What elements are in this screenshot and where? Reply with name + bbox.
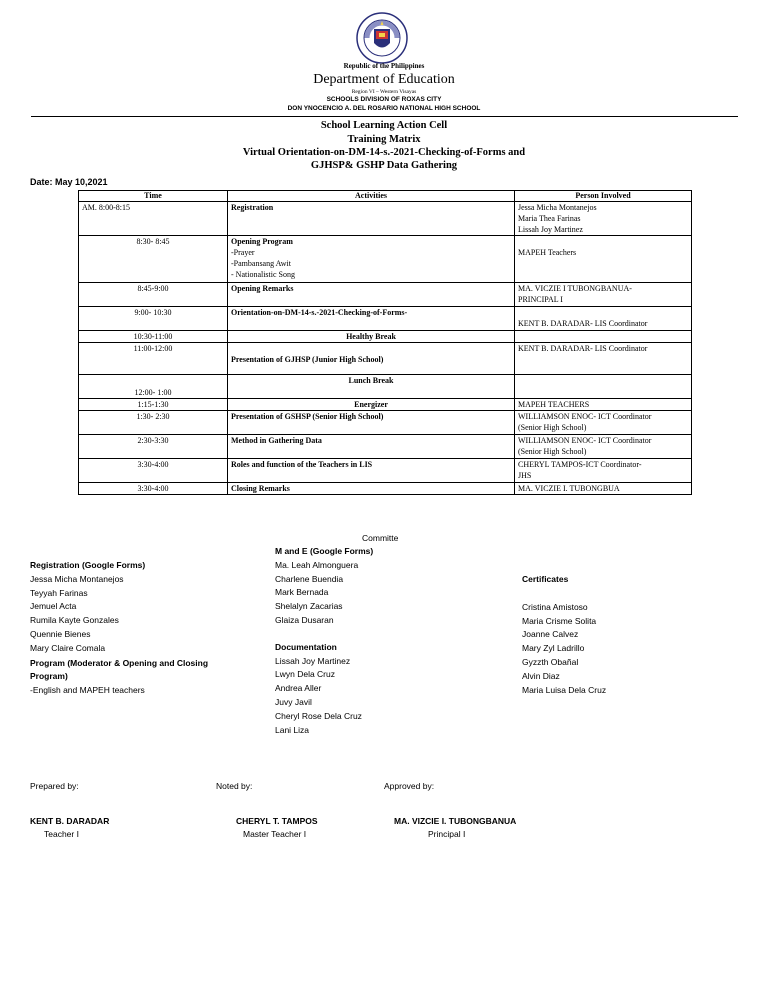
person-line: KENT B. DARADAR- LIS Coordinator xyxy=(518,319,648,328)
activity-line: Opening Program xyxy=(231,237,293,246)
department-name: Department of Education xyxy=(313,72,455,87)
person-cell xyxy=(515,435,692,459)
prepared-by-name: KENT B. DARADAR xyxy=(30,816,110,826)
person-line: WILLIAMSON ENOC- ICT Coordinator xyxy=(518,436,652,445)
list-item: Juvy Javil xyxy=(275,696,312,707)
activity-line: Closing Remarks xyxy=(231,484,290,493)
table-row xyxy=(79,307,692,331)
list-item: Cheryl Rose Dela Cruz xyxy=(275,710,362,721)
table-row xyxy=(79,236,692,283)
activity-line xyxy=(231,343,511,354)
activity-line: -Pambansang Awit xyxy=(231,259,291,268)
activity-line: Healthy Break xyxy=(346,332,396,341)
list-item: Maria Crisme Solita xyxy=(522,615,597,626)
person-cell xyxy=(515,343,692,375)
person-cell xyxy=(515,411,692,435)
activity-line: Presentation of GSHSP (Senior High School) xyxy=(231,412,384,421)
table-header-row xyxy=(79,191,692,202)
time-cell: 10:30-11:00 xyxy=(79,331,228,343)
activity-cell xyxy=(228,375,515,399)
person-cell xyxy=(515,399,692,411)
list-item: Andrea Aller xyxy=(275,683,322,694)
person-line: CHERYL TAMPOS-ICT Coordinator- xyxy=(518,460,642,469)
activity-line: Method in Gathering Data xyxy=(231,436,322,445)
time-cell: 9:00- 10:30 xyxy=(79,307,228,331)
prepared-by-label: Prepared by: xyxy=(30,781,79,791)
list-item: Gyzzth Obañal xyxy=(522,656,579,667)
time-cell: 8:45-9:00 xyxy=(79,283,228,307)
time-cell: 2:30-3:30 xyxy=(79,435,228,459)
registration-committee xyxy=(30,559,208,698)
training-matrix-table xyxy=(78,190,692,495)
time-cell: 3:30-4:00 xyxy=(79,483,228,495)
activity-cell xyxy=(228,459,515,483)
committee-title: Committe xyxy=(362,533,399,543)
list-item: Joanne Calvez xyxy=(522,629,579,640)
person-line xyxy=(518,307,688,318)
table-row xyxy=(79,202,692,236)
registration-heading: Registration (Google Forms) xyxy=(30,560,146,570)
doc-title-line3: Virtual Orientation-on-DM-14-s.-2021-Checking-of-Forms and xyxy=(242,147,526,158)
activity-line: Registration xyxy=(231,203,274,212)
table-row xyxy=(79,331,692,343)
time-cell: 12:00- 1:00 xyxy=(79,375,228,399)
list-item: Rumila Kayte Gonzales xyxy=(30,615,119,626)
list-item: Ma. Leah Almonguera xyxy=(275,559,359,570)
list-item: Jessa Micha Montanejos xyxy=(30,573,124,584)
person-cell xyxy=(515,459,692,483)
doc-title-line1: School Learning Action Cell xyxy=(320,120,448,131)
person-line xyxy=(518,236,688,247)
person-cell xyxy=(515,283,692,307)
region-line: Region VI – Western Visayas xyxy=(351,89,417,95)
person-line: MA. VICZIE I. TUBONGBUA xyxy=(518,484,620,493)
noted-by-name: CHERYL T. TAMPOS xyxy=(236,816,318,826)
approved-by-label: Approved by: xyxy=(384,781,435,791)
activity-line: - Nationalistic Song xyxy=(231,270,295,279)
table-row xyxy=(79,375,692,399)
date-label: Date: May 10,2021 xyxy=(30,177,108,187)
list-item: Mary Zyl Ladrillo xyxy=(522,643,585,654)
person-cell xyxy=(515,307,692,331)
activity-cell xyxy=(228,202,515,236)
activity-cell xyxy=(228,307,515,331)
list-item: Mary Claire Comala xyxy=(30,642,106,653)
approved-by-position: Principal I xyxy=(428,829,466,839)
table-row xyxy=(79,343,692,375)
certificates-committee xyxy=(522,573,606,697)
time-cell: 3:30-4:00 xyxy=(79,459,228,483)
activity-line: Lunch Break xyxy=(348,376,394,385)
person-line: Jessa Micha Montanejos xyxy=(518,203,597,212)
activity-line: Orientation-on-DM-14-s.-2021-Checking-of-Forms- xyxy=(231,308,408,317)
program-heading-line1: Program (Moderator & Opening and Closing xyxy=(30,657,209,668)
table-row xyxy=(79,283,692,307)
table-row xyxy=(79,483,692,495)
column-header-person: Person Involved xyxy=(515,191,692,202)
activity-line: -Prayer xyxy=(231,248,255,257)
list-item: Lani Liza xyxy=(275,724,310,735)
person-line: (Senior High School) xyxy=(518,447,587,456)
time-cell: 1:15-1:30 xyxy=(79,399,228,411)
list-item: Lissah Joy Martinez xyxy=(275,655,351,666)
republic-line: Republic of the Philippines xyxy=(343,62,425,70)
person-line: (Senior High School) xyxy=(518,423,587,432)
table-row xyxy=(79,411,692,435)
doc-title-line2: Training Matrix xyxy=(347,134,421,145)
division-line: SCHOOLS DIVISION OF ROXAS CITY xyxy=(326,96,442,103)
time-cell: 11:00-12:00 xyxy=(79,343,228,375)
doc-title-line4: GJHSP& GSHP Data Gathering xyxy=(310,160,458,171)
person-line: KENT B. DARADAR- LIS Coordinator xyxy=(518,344,648,353)
list-item: Maria Luisa Dela Cruz xyxy=(522,684,607,695)
activity-cell xyxy=(228,331,515,343)
activity-line: Energizer xyxy=(354,400,388,409)
activity-cell xyxy=(228,283,515,307)
activity-cell xyxy=(228,236,515,283)
list-item: Alvin Diaz xyxy=(522,670,560,681)
documentation-heading: Documentation xyxy=(275,641,337,652)
time-cell: 8:30- 8:45 xyxy=(79,236,228,283)
person-line: MA. VICZIE I TUBONGBANUA- xyxy=(518,284,632,293)
approved-by-name: MA. VIZCIE I. TUBONGBANUA xyxy=(394,816,517,826)
person-line: MAPEH TEACHERS xyxy=(518,400,590,409)
person-line: Maria Thea Farinas xyxy=(518,214,581,223)
activity-line: Presentation of GJHSP (Junior High School) xyxy=(231,355,384,364)
activity-cell xyxy=(228,411,515,435)
table-row xyxy=(79,435,692,459)
m-and-e-committee xyxy=(275,545,373,737)
activity-line: Opening Remarks xyxy=(231,284,294,293)
header-divider xyxy=(31,116,738,117)
person-line: WILLIAMSON ENOC- ICT Coordinator xyxy=(518,412,652,421)
program-heading-line2: Program) xyxy=(30,671,68,682)
time-cell: AM. 8:00-8:15 xyxy=(79,202,228,236)
list-item: Glaiza Dusaran xyxy=(275,614,334,625)
activity-cell xyxy=(228,435,515,459)
school-name: DON YNOCENCIO A. DEL ROSARIO NATIONAL HIGH SCHOOL xyxy=(287,105,481,112)
person-cell xyxy=(515,375,692,399)
list-item: Mark Bernada xyxy=(275,587,329,598)
activity-cell xyxy=(228,343,515,375)
person-line: PRINCIPAL I xyxy=(518,295,563,304)
list-item: -English and MAPEH teachers xyxy=(30,685,145,696)
m-and-e-heading: M and E (Google Forms) xyxy=(275,546,374,556)
activity-cell xyxy=(228,483,515,495)
person-line: Lissah Joy Martinez xyxy=(518,225,583,234)
prepared-by-position: Teacher I xyxy=(44,829,79,839)
activity-cell xyxy=(228,399,515,411)
list-item: Charlene Buendia xyxy=(275,573,344,584)
certificates-heading: Certificates xyxy=(522,574,569,584)
activity-line: Roles and function of the Teachers in LIS xyxy=(231,460,373,469)
time-cell: 1:30- 2:30 xyxy=(79,411,228,435)
noted-by-position: Master Teacher I xyxy=(243,829,307,839)
table-row xyxy=(79,459,692,483)
column-header-activities: Activities xyxy=(228,191,515,202)
list-item: Teyyah Farinas xyxy=(30,587,88,598)
list-item: Jemuel Acta xyxy=(30,601,77,612)
list-item: Quennie Bienes xyxy=(30,628,91,639)
list-item: Cristina Amistoso xyxy=(522,601,588,612)
person-cell xyxy=(515,236,692,283)
list-item: Shelalyn Zacarias xyxy=(275,601,343,612)
table-row xyxy=(79,399,692,411)
noted-by-label: Noted by: xyxy=(216,781,253,791)
person-line: MAPEH Teachers xyxy=(518,248,577,257)
person-line: JHS xyxy=(518,471,532,480)
person-cell xyxy=(515,202,692,236)
column-header-time: Time xyxy=(79,191,228,202)
person-cell xyxy=(515,331,692,343)
person-cell xyxy=(515,483,692,495)
list-item: Lwyn Dela Cruz xyxy=(275,669,335,680)
deped-seal-icon xyxy=(356,12,408,64)
